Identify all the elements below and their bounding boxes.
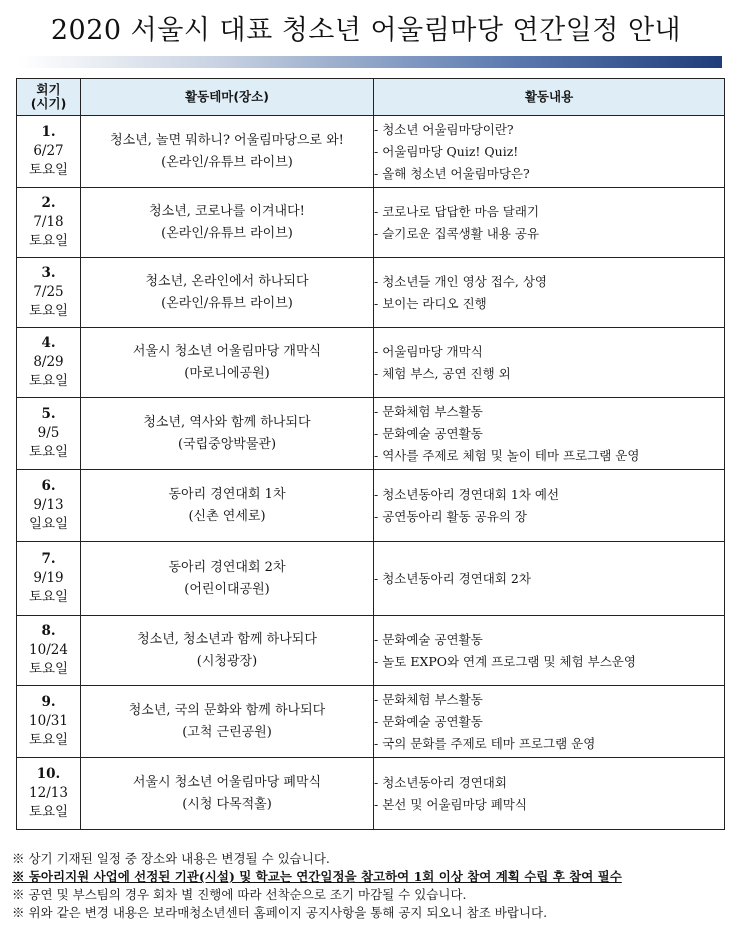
activity-item: - 올해 청소년 어울림마당은? [374,165,530,181]
table-row [17,258,725,328]
activity-cell [374,686,725,758]
session-date: 7/25 [33,284,64,300]
session-day: 토요일 [28,444,69,460]
session-date: 10/24 [29,642,68,658]
activity-item: - 역사를 주제로 체험 및 놀이 테마 프로그램 운영 [374,447,640,463]
session-cell [17,686,81,758]
theme-cell [81,258,374,328]
session-date: 10/31 [29,713,68,729]
session-cell [17,758,81,830]
theme-cell [81,616,374,686]
activity-cell [374,542,725,616]
activity-cell [374,616,725,686]
session-number: 1. [41,124,56,140]
table-row [17,686,725,758]
activity-cell [374,470,725,542]
table-row [17,116,725,188]
activity-item: - 문화예술 공연활동 [374,425,483,441]
table-row [17,188,725,258]
theme-place: (고척 근린공원) [182,724,272,740]
session-number: 8. [41,623,56,639]
session-cell [17,188,81,258]
activity-cell [374,328,725,398]
session-number: 5. [41,406,56,422]
session-cell [17,470,81,542]
session-day: 토요일 [28,373,69,389]
theme-place: (신촌 연세로) [188,508,266,524]
theme-title: 동아리 경연대회 1차 [168,486,286,502]
session-day: 토요일 [28,233,69,249]
activity-item: - 문화체험 부스활동 [374,403,483,419]
activity-item: - 청소년 어울림마당이란? [374,121,514,137]
theme-cell [81,328,374,398]
activity-item: - 청소년동아리 경연대회 [374,774,507,790]
theme-cell [81,542,374,616]
session-number: 7. [41,551,56,567]
table-row [17,398,725,470]
session-cell [17,116,81,188]
theme-place: (마로니에공원) [184,365,270,381]
activity-item: - 어울림마당 Quiz! Quiz! [374,143,519,159]
session-cell [17,616,81,686]
activity-item: - 국의 문화를 주제로 테마 프로그램 운영 [374,735,596,751]
activity-item: - 슬기로운 집콕생활 내용 공유 [374,225,540,241]
session-number: 10. [36,766,61,782]
activity-item: - 청소년들 개인 영상 접수, 상영 [374,273,547,289]
session-day: 토요일 [28,162,69,178]
session-day: 토요일 [28,303,69,319]
theme-title: 서울시 청소년 어울림마당 개막식 [132,343,322,359]
page-title: 2020 서울시 대표 청소년 어울림마당 연간일정 안내 [50,15,682,46]
table-header-row [17,79,725,116]
session-cell [17,328,81,398]
session-cell [17,258,81,328]
activity-item: - 문화예술 공연활동 [374,713,483,729]
session-date: 7/18 [33,214,64,230]
schedule-table [16,78,725,830]
session-number: 9. [41,694,56,710]
theme-place: (시청 다목적홀) [182,796,272,812]
session-date: 6/27 [33,143,64,159]
activity-item: - 보이는 라디오 진행 [374,295,487,311]
theme-place: (온라인/유튜브 라이브) [161,225,293,241]
activity-item: - 청소년동아리 경연대회 1차 예선 [374,486,560,502]
activity-item: - 청소년동아리 경연대회 2차 [374,570,531,586]
theme-title: 청소년, 놀면 뭐하니? 어울림마당으로 와! [110,132,344,148]
theme-place: (어린이대공원) [184,581,270,597]
table-row [17,542,725,616]
theme-title: 청소년, 역사와 함께 하나되다 [143,414,311,430]
theme-cell [81,758,374,830]
table-row [17,616,725,686]
session-day: 토요일 [28,804,69,820]
notes-section [12,850,722,922]
activity-item: - 본선 및 어울림마당 폐막식 [374,796,527,812]
session-date: 8/29 [33,354,64,370]
note-early-closing: ※ 공연 및 부스팀의 경우 회차 별 진행에 따라 선착순으로 조기 마감될 수 있습니다. [12,887,467,902]
theme-title: 청소년, 온라인에서 하나되다 [145,273,309,289]
session-number: 4. [41,335,56,351]
session-number: 3. [41,265,56,281]
session-day: 일요일 [28,516,69,532]
theme-title: 청소년, 코로나를 이겨내다! [149,203,305,219]
theme-title: 청소년, 청소년과 함께 하나되다 [137,631,317,647]
session-day: 토요일 [28,661,69,677]
activity-cell [374,188,725,258]
theme-place: (시청광장) [196,653,258,669]
header-theme: 활동테마(장소) [81,79,374,116]
theme-cell [81,188,374,258]
theme-cell [81,470,374,542]
header-session-line1: 회기 [36,81,61,97]
activity-cell [374,398,725,470]
activity-cell [374,258,725,328]
theme-title: 서울시 청소년 어울림마당 폐막식 [132,774,322,790]
note-participation-required: ※ 동아리지원 사업에 선정된 기관(시설) 및 학교는 연간일정을 참고하여 1회 이상 참여 계획 수립 후 참여 필수 [12,869,622,884]
activity-cell [374,116,725,188]
activity-item: - 문화예술 공연활동 [374,631,483,647]
activity-item: - 어울림마당 개막식 [374,343,483,359]
theme-place: (온라인/유튜브 라이브) [161,295,293,311]
session-date: 12/13 [29,785,68,801]
note-change-notice: ※ 상기 기재된 일정 중 장소와 내용은 변경될 수 있습니다. [12,851,330,866]
activity-item: - 놀토 EXPO와 연계 프로그램 및 체험 부스운영 [374,653,636,669]
session-date: 9/5 [37,425,60,441]
session-number: 6. [41,478,56,494]
activity-item: - 문화체험 부스활동 [374,691,483,707]
note-homepage-announcement: ※ 위와 같은 변경 내용은 보라매청소년센터 홈페이지 공지사항을 통해 공지 되오니 참조 바랍니다. [12,905,548,920]
title-gradient-bar [18,56,722,68]
table-row [17,470,725,542]
table-row [17,758,725,830]
header-session [17,79,81,116]
session-number: 2. [41,195,56,211]
header-session-line2: (시기) [30,96,67,111]
session-day: 토요일 [28,732,69,748]
theme-cell [81,686,374,758]
table-row [17,328,725,398]
theme-place: (국립중앙박물관) [177,436,277,452]
activity-item: - 체험 부스, 공연 진행 외 [374,365,511,381]
header-content: 활동내용 [374,79,725,116]
theme-cell [81,116,374,188]
activity-item: - 코로나로 답답한 마음 달래기 [374,203,540,219]
session-cell [17,398,81,470]
session-day: 토요일 [28,589,69,605]
theme-title: 동아리 경연대회 2차 [168,559,286,575]
theme-place: (온라인/유튜브 라이브) [161,154,293,170]
activity-item: - 공연동아리 활동 공유의 장 [374,508,527,524]
session-cell [17,542,81,616]
activity-cell [374,758,725,830]
session-date: 9/13 [33,497,64,513]
session-date: 9/19 [33,570,64,586]
theme-cell [81,398,374,470]
theme-title: 청소년, 국의 문화와 함께 하나되다 [128,702,326,718]
